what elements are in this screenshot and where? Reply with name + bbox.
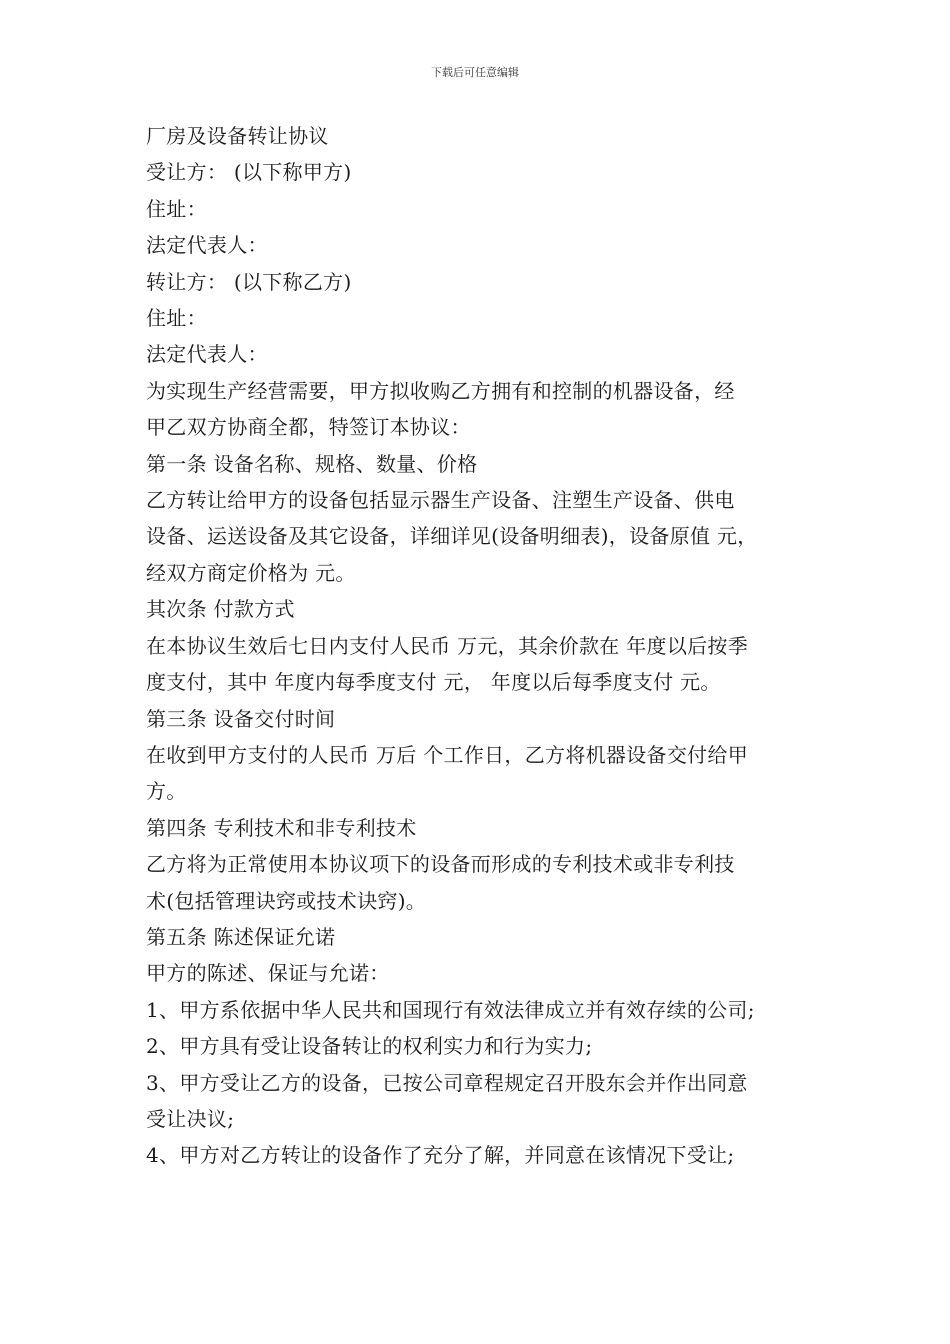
article-5-item-4: 4、甲方对乙方转让的设备作了充分了解，并同意在该情况下受让; [146,1143,735,1168]
article-5-subheading: 甲方的陈述、保证与允诺： [146,961,390,986]
party-a-address: 住址： [146,196,207,221]
party-a-representative: 法定代表人： [146,233,268,258]
article-5-item-1: 1、甲方系依据中华人民共和国现行有效法律成立并有效存续的公司; [146,997,755,1022]
article-3-text: 在收到甲方支付的人民币 万后 个工作日，乙方将机器设备交付给甲 [146,742,749,767]
article-1-text: 经双方商定价格为 元。 [146,560,356,585]
page-header-note: 下载后可任意编辑 [431,66,519,79]
party-b-label: 转让方： (以下称乙方) [146,269,352,294]
article-4-text: 术(包括管理诀窍或技术诀窍)。 [146,888,427,913]
article-3-heading: 第三条 设备交付时间 [146,706,336,731]
article-4-text: 乙方将为正常使用本协议项下的设备而形成的专利技术或非专利技 [146,852,735,877]
article-5-item-2: 2、甲方具有受让设备转让的权利实力和行为实力; [146,1034,593,1059]
party-b-representative: 法定代表人： [146,342,268,367]
document-body [146,118,826,1174]
article-2-text: 在本协议生效后七日内支付人民币 万元，其余价款在 年度以后按季 [146,633,749,658]
article-5-heading: 第五条 陈述保证允诺 [146,924,336,949]
party-a-label: 受让方： (以下称甲方) [146,160,352,185]
document-title: 厂房及设备转让协议 [146,124,329,148]
article-2-heading: 其次条 付款方式 [146,597,295,622]
preamble-line: 为实现生产经营需要，甲方拟收购乙方拥有和控制的机器设备，经 [146,378,735,403]
article-1-text: 乙方转让给甲方的设备包括显示器生产设备、注塑生产设备、供电 [146,488,735,513]
article-3-text: 方。 [146,779,187,804]
article-5-item-3: 3、甲方受让乙方的设备，已按公司章程规定召开股东会并作出同意 [146,1070,748,1095]
party-b-address: 住址： [146,306,207,331]
article-1-text: 设备、运送设备及其它设备，详细详见(设备明细表)，设备原值 元， [146,524,758,549]
article-2-text: 度支付，其中 年度内每季度支付 元， 年度以后每季度支付 元。 [146,670,721,695]
article-1-heading: 第一条 设备名称、规格、数量、价格 [146,451,478,476]
article-4-heading: 第四条 专利技术和非专利技术 [146,815,417,840]
article-5-item-3: 受让决议; [146,1106,235,1131]
preamble-line: 甲乙双方协商全都，特签订本协议： [146,415,471,440]
